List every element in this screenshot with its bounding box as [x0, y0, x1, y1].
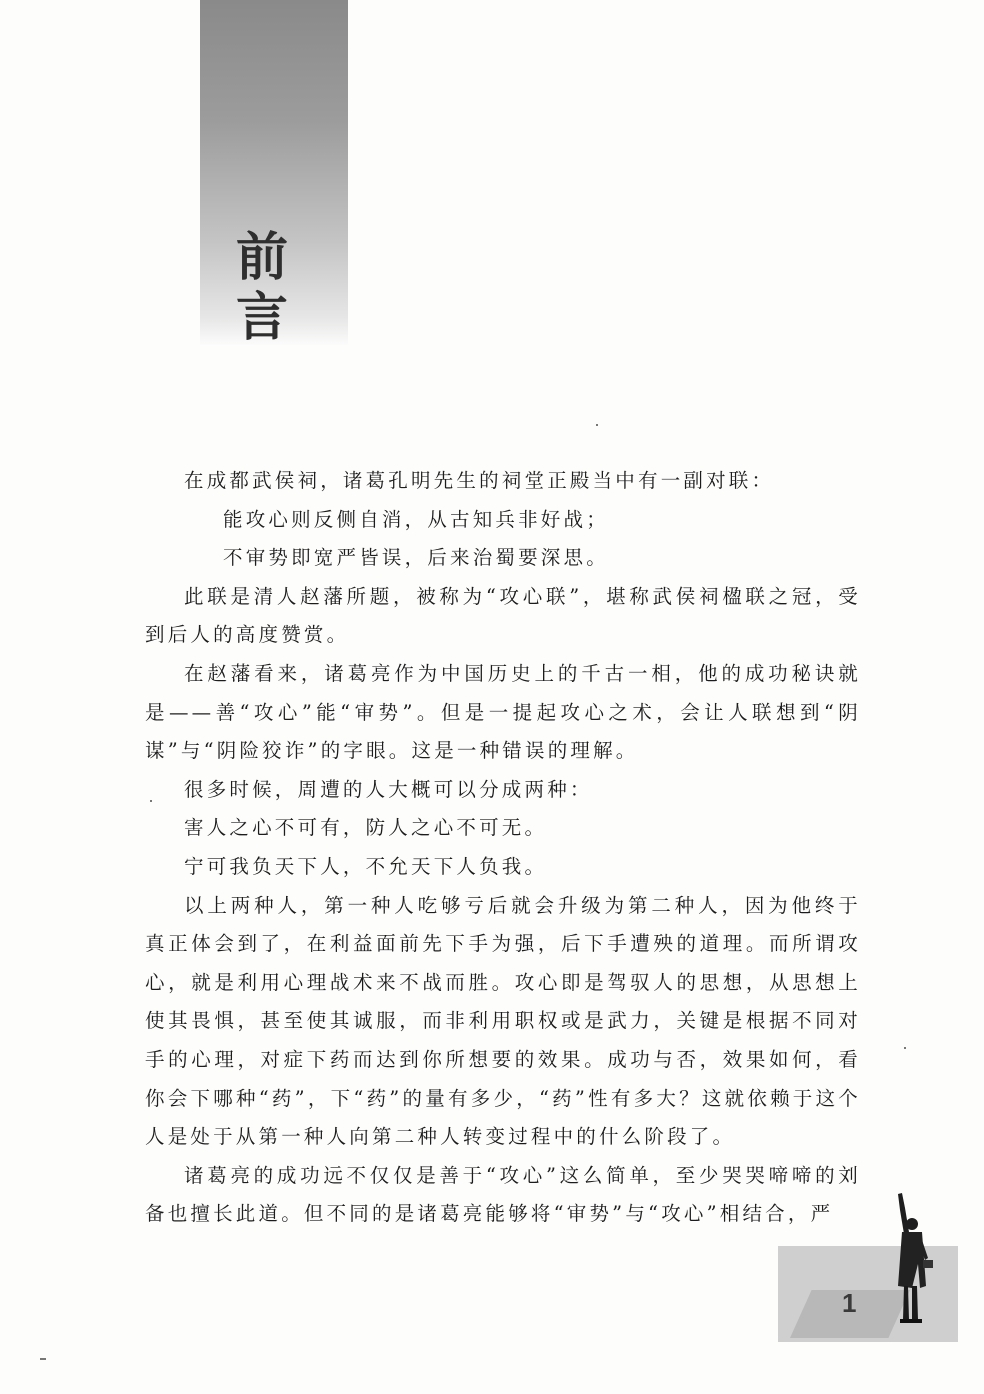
paragraph: 在赵藩看来，诸葛亮作为中国历史上的千古一相，他的成功秘诀就是——善“攻心”能“审势”。但是一提起攻心之术，会让人联想到“阴谋”与“阴险狡诈”的字眼。这是一种错误的理解。: [145, 661, 861, 763]
couplet-line-2: 不审势即宽严皆误，后来治蜀要深思。: [223, 546, 609, 570]
paragraph: 很多时候，周遭的人大概可以分成两种：: [184, 777, 593, 801]
scan-speck: [150, 800, 152, 802]
paragraph: 诸葛亮的成功远不仅仅是善于“攻心”这么简单，至少哭哭啼啼的刘备也擅长此道。但不同的是诸葛亮能够将“审势”与“攻心”相结合，严: [145, 1163, 861, 1226]
businessman-figure-icon: [880, 1188, 940, 1328]
heading-char-2: 言: [235, 287, 288, 348]
body-text: [145, 462, 861, 1234]
scan-speck: [596, 424, 598, 426]
heading-char-1: 前: [235, 227, 288, 288]
paragraph: 以上两种人，第一种人吃够亏后就会升级为第二种人，因为他终于真正体会到了，在利益面前先下手为强，后下手遭殃的道理。而所谓攻心，就是利用心理战术来不战而胜。攻心即是驾驭人的思想，从思想上使其畏惧，甚至使其诚服，而非利用职权或是武力，关键是根据不同对手的心理，对症下药而达到你所想要的效果。成功与否，效果如何，看你会下哪种“药”，下“药”的量有多少，“药”性有多大？这就依赖于这个人是处于从第一种人向第二种人转变过程中的什么阶段了。: [145, 893, 861, 1149]
couplet-line-1: 能攻心则反侧自消，从古知兵非好战；: [223, 507, 609, 531]
scan-speck: [904, 1047, 906, 1049]
page-number: 1: [842, 1288, 857, 1318]
paragraph: 此联是清人赵藩所题，被称为“攻心联”，堪称武侯祠楹联之冠，受到后人的高度赞赏。: [145, 584, 861, 647]
saying-line-1: 害人之心不可有，防人之心不可无。: [184, 816, 548, 840]
scan-speck: [40, 1358, 46, 1360]
paragraph: 在成都武侯祠，诸葛孔明先生的祠堂正殿当中有一副对联：: [184, 469, 775, 492]
saying-line-2: 宁可我负天下人，不允天下人负我。: [184, 854, 548, 878]
